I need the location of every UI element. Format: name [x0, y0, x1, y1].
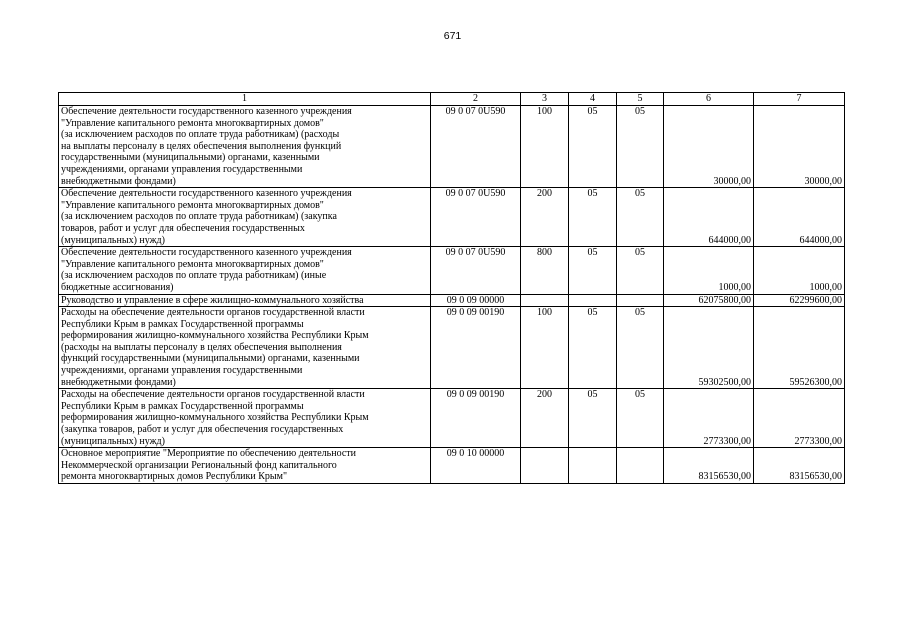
row-name: Расходы на обеспечение деятельности органов государственной власти Республики Крым в рамках Государственной программы реформирования жилищно-коммунального хозяйства Республики Крым (закупка товаров, работ и услуг для обеспечения государственных (муниципальных) нужд) [59, 389, 431, 448]
row-amount-col6: 59302500,00 [664, 307, 754, 389]
page-number: 671 [443, 30, 462, 42]
row-col3 [521, 448, 569, 484]
row-col4: 05 [569, 307, 617, 389]
row-name: Обеспечение деятельности государственного казенного учреждения "Управление капитального ремонта многоквартирных домов" (за исключением расходов по оплате труда работникам) (расходы на выплаты персоналу в целях обеспечения выполнения функций государственными (муниципальными) органами, казенными учреждениями, органами управления государственными внебюджетными фондами) [59, 106, 431, 188]
header-cell: 5 [617, 93, 664, 106]
row-amount-col7: 83156530,00 [754, 448, 845, 484]
row-amount-col6: 83156530,00 [664, 448, 754, 484]
row-amount-col7: 1000,00 [754, 247, 845, 294]
table-row [59, 106, 845, 188]
row-amount-col6: 1000,00 [664, 247, 754, 294]
row-amount-col7: 30000,00 [754, 106, 845, 188]
row-amount-col7: 2773300,00 [754, 389, 845, 448]
row-col5: 05 [617, 307, 664, 389]
header-cell: 3 [521, 93, 569, 106]
table-row [59, 448, 845, 484]
row-col5: 05 [617, 106, 664, 188]
header-cell: 1 [59, 93, 431, 106]
row-code: 09 0 09 00190 [431, 389, 521, 448]
row-col3: 100 [521, 106, 569, 188]
row-col3: 200 [521, 389, 569, 448]
table-row [59, 307, 845, 389]
row-col4: 05 [569, 247, 617, 294]
row-col4: 05 [569, 389, 617, 448]
table-row [59, 389, 845, 448]
row-code: 09 0 07 0U590 [431, 247, 521, 294]
row-col4 [569, 294, 617, 307]
row-col4 [569, 448, 617, 484]
row-name: Руководство и управление в сфере жилищно-коммунального хозяйства [59, 294, 431, 307]
row-col3: 100 [521, 307, 569, 389]
row-amount-col6: 62075800,00 [664, 294, 754, 307]
table-row [59, 247, 845, 294]
table-row [59, 188, 845, 247]
row-col5: 05 [617, 247, 664, 294]
budget-table [58, 92, 845, 484]
row-col5: 05 [617, 389, 664, 448]
table-header-row [59, 93, 845, 106]
row-amount-col7: 59526300,00 [754, 307, 845, 389]
row-name: Обеспечение деятельности государственного казенного учреждения "Управление капитального ремонта многоквартирных домов" (за исключением расходов по оплате труда работникам) (закупка товаров, работ и услуг для обеспечения государственных (муниципальных) нужд) [59, 188, 431, 247]
row-col3: 200 [521, 188, 569, 247]
row-col3 [521, 294, 569, 307]
row-name: Обеспечение деятельности государственного казенного учреждения "Управление капитального ремонта многоквартирных домов" (за исключением расходов по оплате труда работникам) (иные бюджетные ассигнования) [59, 247, 431, 294]
row-name: Основное мероприятие "Мероприятие по обеспечению деятельности Некоммерческой организации Региональный фонд капитального ремонта многоквартирных домов Республики Крым" [59, 448, 431, 484]
row-col5 [617, 294, 664, 307]
row-code: 09 0 09 00000 [431, 294, 521, 307]
row-code: 09 0 10 00000 [431, 448, 521, 484]
row-amount-col6: 644000,00 [664, 188, 754, 247]
header-cell: 7 [754, 93, 845, 106]
row-code: 09 0 07 0U590 [431, 106, 521, 188]
row-amount-col6: 2773300,00 [664, 389, 754, 448]
row-col3: 800 [521, 247, 569, 294]
row-code: 09 0 07 0U590 [431, 188, 521, 247]
row-col4: 05 [569, 188, 617, 247]
row-col5: 05 [617, 188, 664, 247]
row-code: 09 0 09 00190 [431, 307, 521, 389]
row-amount-col7: 62299600,00 [754, 294, 845, 307]
row-name: Расходы на обеспечение деятельности органов государственной власти Республики Крым в рамках Государственной программы реформирования жилищно-коммунального хозяйства Республики Крым (расходы на выплаты персоналу в целях обеспечения выполнения функций государственными (муниципальными) органами, казенными учреждениями, органами управления государственными внебюджетными фондами) [59, 307, 431, 389]
row-amount-col6: 30000,00 [664, 106, 754, 188]
header-cell: 6 [664, 93, 754, 106]
header-cell: 4 [569, 93, 617, 106]
header-cell: 2 [431, 93, 521, 106]
row-amount-col7: 644000,00 [754, 188, 845, 247]
row-col4: 05 [569, 106, 617, 188]
row-col5 [617, 448, 664, 484]
table-row [59, 294, 845, 307]
